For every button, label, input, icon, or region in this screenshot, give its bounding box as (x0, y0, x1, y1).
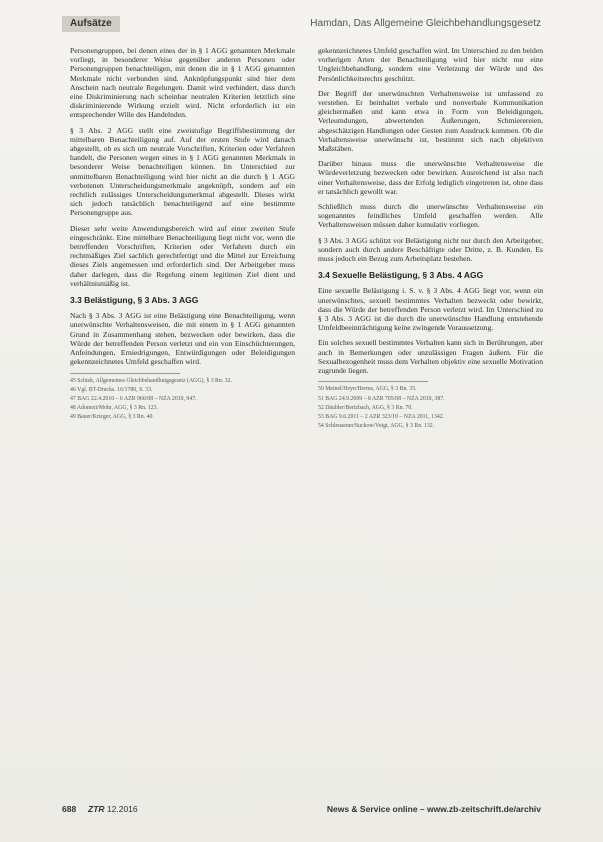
journal-issue (88, 804, 138, 814)
news-service-link[interactable]: News & Service online – www.zb-zeitschrift.de/archiv (326, 804, 541, 814)
paragraph: Nach § 3 Abs. 3 AGG ist eine Belästigung eine Benachteiligung, wenn unerwünschte Verhaltensweisen, die mit einem in § 1 AGG genannten Grund in Zusammenhang stehen, bezwecken oder bewirken, dass die Würde der betreffenden Person verletzt und ein von Einschüchterungen, Anfeindungen, Erniedrigungen, Entwürdigungen oder Beleidigungen gekennzeichnetes Umfeld geschaffen wird. (70, 311, 295, 367)
footnote: 52 Däubler/Bertzbach, AGG, § 3 Rn. 70. (318, 404, 413, 411)
journal-name: ZTR (88, 804, 105, 814)
paragraph: gekennzeichnetes Umfeld geschaffen wird. Im Unterschied zu den beiden vorherigen Arten der Benachteiligung wird hier nicht nur eine Ungleichbehandlung, sondern eine Verletzung der Würde und des Persönlichkeitsrechts geschützt. (318, 46, 543, 83)
footnote: 45 Schiek, Allgemeines Gleichbehandlungsgesetz (AGG), § 3 Rn. 32. (70, 377, 232, 384)
paragraph: Schließlich muss durch die unerwünschte Verhaltensweise ein sogenanntes feindliches Umfeld geschaffen werden. Alle Verhaltensweisen müssen daher kumulativ vorliegen. (318, 202, 543, 230)
footnote-divider (318, 381, 428, 382)
footnote: 54 Schleusener/Suckow/Voigt, AGG, § 3 Rn. 132. (318, 423, 435, 430)
paragraph: § 3 Abs. 3 AGG schützt vor Belästigung nicht nur durch den Arbeitgeber, sondern auch durch andere Beschäftigte oder Dritte, z. B. Kunden. Es muss jedoch ein Bezug zum Arbeitsplatz bestehen. (318, 235, 543, 264)
page-header (62, 14, 541, 36)
running-title: Hamdan, Das Allgemeine Gleichbehandlungsgesetz (310, 18, 541, 29)
footnote: 47 BAG 22.4.2010 – 6 AZR 966/08 – NZA 2010, 947. (70, 395, 197, 402)
left-column (70, 46, 295, 424)
footnote: 51 BAG 24.9.2009 – 8 AZR 705/08 – NZA 2010, 387. (318, 395, 445, 402)
section-tag: Aufsätze (62, 16, 120, 32)
paragraph: Der Begriff der unerwünschten Verhaltensweise ist umfassend zu verstehen. Er beinhaltet verbale und nonverbale Kommunikation gleichermaßen und kann etwa in Form von Beleidigungen, Verleumdungen, abwertenden Äußerungen, Schmierereien, abgeschätzigen Handlungen oder Gesten zum Ausdruck kommen. Ob die Verhaltensweise unerwünscht ist, bestimmt sich nach objektiven Maßstäben. (318, 88, 543, 154)
paragraph: Eine sexuelle Belästigung i. S. v. § 3 Abs. 4 AGG liegt vor, wenn ein unerwünschtes, sexuell bestimmtes Verhalten bezweckt oder bewirkt, dass die Würde der betreffenden Person verletzt wird. Im Unterschied zu § 3 Abs. 3 AGG ist die durch die unerwünschte Handlung entstehende Umfeldbeeinträchtigung keine zwingende Voraussetzung. (318, 286, 543, 333)
footnote: 50 Meinel/Heyn/Herms, AGG, § 3 Rn. 35. (318, 386, 417, 393)
paragraph: Personengruppen, bei denen eines der in § 1 AGG genannten Merkmale vorliegt, in besonderer Weise gegenüber anderen Personen oder Personengruppen benachteiligen, mit denen die in § 1 AGG genannten Merkmale nicht verbunden sind. Anknüpfungspunkt sind hier dem Anschein nach neutrale Regelungen. Damit wird verhindert, dass durch eine Diskriminierung nach scheinbar neutralen Kriterien letztlich eine diskriminierende Wirkung erzielt wird. Nicht erforderlich ist ein entsprechender Wille des Handelnden. (70, 46, 295, 120)
footnote: 46 Vgl. BT-Drucks. 16/1780, S. 33. (70, 386, 153, 393)
footnote-divider (70, 373, 180, 374)
paragraph: Ein solches sexuell bestimmtes Verhalten kann sich in Berührungen, aber auch in Bemerkungen oder unzulässigen Fragen äußern. Für die Sexualbezogenheit muss dem Verhalten objektiv eine sexuelle Motivation zugrunde liegen. (318, 338, 543, 376)
footnote: 53 BAG 9.6.2011 – 2 AZR 323/10 – NZA 2011, 1342. (318, 413, 445, 420)
issue-number: 12.2016 (106, 804, 138, 814)
paragraph: Dieser sehr weite Anwendungsbereich wird auf einer zweiten Stufe eingeschränkt. Eine mittelbare Benachteiligung liegt nicht vor, wenn die betreffenden Vorschriften, Kriterien oder Verfahren durch ein rechtmäßiges Ziel sachlich gerechtfertigt und die Mittel zur Erreichung dieses Ziels angemessen und erforderlich sind. Der Arbeitgeber muss daher darlegen, dass die Regelung einem legitimen Ziel dient und verhältnismäßig ist. (70, 223, 295, 288)
paragraph: Darüber hinaus muss die unerwünschte Verhaltensweise die Würdeverletzung bezwecken oder bewirken. Ausreichend ist also nach einer Verhaltensweise, dass der Erfolg lediglich eingetreten ist, ohne dass er tatsächlich gewollt war. (318, 159, 543, 196)
footnote: 49 Bauer/Krieger, AGG, § 3 Rn. 40. (70, 414, 154, 421)
page-number: 688 (62, 804, 77, 814)
section-heading: 3.3 Belästigung, § 3 Abs. 3 AGG (70, 295, 199, 306)
footnote: 48 Adomeit/Mohr, AGG, § 3 Rn. 123. (70, 405, 159, 412)
paragraph: § 3 Abs. 2 AGG stellt eine zweistufige Begriffsbestimmung der mittelbaren Benachteiligung auf. Auf der ersten Stufe wird danach abgestellt, ob es sich um neutrale Vorschriften, Kriterien oder Verfahren handelt, die Personen wegen eines in § 1 AGG genannten Merkmals in besonderer Weise benachteiligen können. Im Unterschied zur unmittelbaren Benachteiligung wird hier nicht an die durch § 1 AGG verbotenen Unterscheidungsmerkmale angeknüpft, sondern auf ein rechtlich zulässiges Unterscheidungsmerkmal abgestellt. Dieses wirkt sich jedoch tatsächlich benachteiligend auf eine bestimmte Personengruppe aus. (70, 125, 295, 218)
section-heading: 3.4 Sexuelle Belästigung, § 3 Abs. 4 AGG (318, 270, 484, 281)
page-footer (62, 804, 541, 818)
right-column (318, 46, 543, 432)
